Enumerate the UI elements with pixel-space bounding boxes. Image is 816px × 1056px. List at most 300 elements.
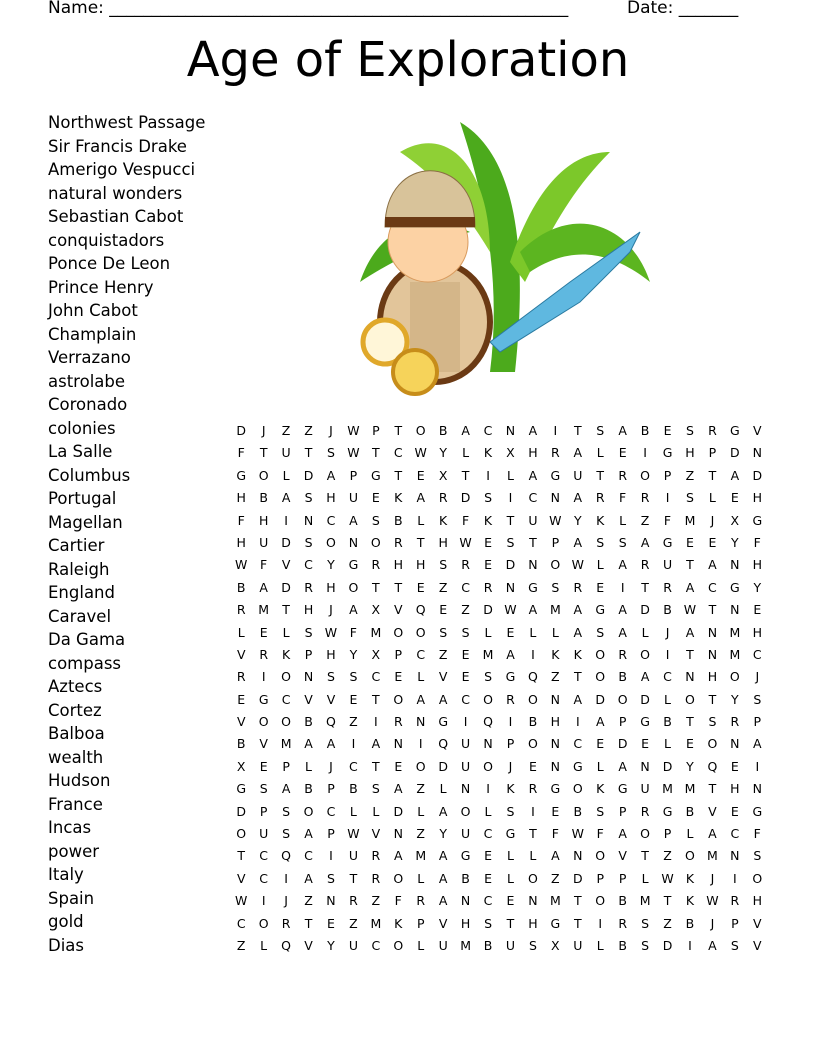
grid-letter: U (348, 848, 358, 864)
grid-letter: E (528, 758, 537, 774)
grid-letter: O (258, 915, 269, 931)
grid-letter: O (640, 826, 651, 842)
grid-letter: A (371, 736, 381, 752)
grid-letter: Y (327, 557, 335, 573)
grid-letter: N (685, 669, 695, 685)
grid-letter: N (730, 736, 740, 752)
grid-letter: R (640, 557, 650, 573)
word-list-item: Amerigo Vespucci (48, 160, 196, 179)
grid-letter: K (506, 781, 515, 797)
grid-letter: D (236, 423, 247, 438)
grid-letter: O (326, 534, 336, 550)
grid-letter: N (483, 736, 493, 752)
grid-letter: G (640, 714, 650, 730)
grid-letter: L (596, 937, 604, 953)
word-list-item: Portugal (48, 489, 117, 508)
grid-letter: M (639, 893, 651, 909)
grid-letter: H (730, 781, 740, 797)
grid-letter: R (551, 445, 560, 461)
grid-letter: S (753, 848, 762, 864)
grid-letter: H (416, 557, 426, 573)
grid-letter: M (258, 602, 270, 618)
grid-letter: T (573, 423, 582, 438)
word-list-item: Sebastian Cabot (48, 207, 184, 226)
grid-letter: T (394, 467, 403, 483)
grid-letter: B (304, 781, 313, 797)
grid-letter: C (326, 803, 336, 819)
grid-letter: C (483, 826, 493, 842)
grid-letter: T (282, 602, 290, 618)
grid-letter: E (461, 669, 470, 685)
grid-letter: P (618, 870, 627, 886)
grid-letter: G (572, 758, 583, 774)
grid-letter: T (259, 445, 268, 461)
grid-letter: L (260, 937, 268, 953)
grid-letter: A (618, 826, 627, 842)
grid-letter: I (688, 937, 692, 953)
grid-letter: O (752, 870, 763, 886)
grid-letter: K (551, 646, 560, 662)
grid-letter: A (551, 848, 560, 864)
grid-letter: O (236, 826, 247, 842)
grid-letter: C (461, 579, 470, 595)
grid-letter: U (438, 937, 448, 953)
grid-letter: R (618, 646, 627, 662)
grid-letter: D (281, 534, 291, 550)
grid-letter: E (259, 758, 268, 774)
grid-letter: Z (640, 512, 650, 528)
grid-letter: I (575, 714, 580, 730)
grid-letter: F (349, 624, 357, 640)
grid-letter: Y (573, 512, 582, 528)
grid-letter: S (371, 781, 380, 797)
grid-letter: L (484, 624, 492, 640)
grid-letter: P (327, 826, 335, 842)
grid-letter: R (393, 534, 403, 550)
grid-letter: V (753, 423, 762, 438)
grid-letter: P (506, 736, 515, 752)
grid-letter: O (415, 423, 426, 438)
grid-letter: L (282, 624, 290, 640)
grid-letter: A (394, 848, 403, 864)
grid-letter: N (416, 714, 426, 730)
word-list-item: Aztecs (48, 677, 103, 696)
grid-letter: D (460, 490, 471, 506)
grid-letter: R (528, 781, 538, 797)
grid-letter: S (304, 624, 313, 640)
grid-letter: H (326, 646, 336, 662)
grid-letter: S (686, 423, 694, 438)
grid-letter: R (393, 714, 403, 730)
grid-letter: L (417, 512, 425, 528)
grid-letter: P (327, 781, 335, 797)
grid-letter: O (595, 646, 606, 662)
grid-letter: A (349, 512, 358, 528)
grid-letter: K (394, 915, 403, 931)
grid-letter: D (505, 557, 516, 573)
grid-letter: Z (438, 646, 448, 662)
grid-letter: D (595, 691, 606, 707)
grid-letter: A (730, 467, 740, 483)
grid-letter: L (417, 870, 425, 886)
word-list-item: Incas (48, 818, 92, 837)
grid-letter: O (393, 691, 404, 707)
grid-letter: L (506, 467, 514, 483)
grid-letter: Z (304, 893, 313, 909)
grid-letter: V (304, 691, 313, 707)
grid-letter: S (349, 669, 358, 685)
grid-letter: E (416, 467, 425, 483)
grid-letter: P (304, 646, 313, 662)
grid-letter: V (236, 870, 246, 886)
grid-letter: G (662, 803, 673, 819)
grid-letter: W (324, 624, 338, 640)
grid-letter: A (685, 579, 695, 595)
word-list-item: Dias (48, 935, 84, 955)
grid-letter: S (618, 534, 627, 550)
word-list-item: Hudson (48, 771, 111, 790)
grid-letter: C (393, 445, 403, 461)
grid-letter: R (708, 423, 717, 438)
grid-letter: K (439, 512, 448, 528)
grid-letter: L (417, 803, 425, 819)
grid-letter: S (641, 915, 650, 931)
grid-letter: B (573, 803, 583, 819)
grid-letter: I (598, 915, 603, 931)
grid-letter: O (370, 534, 381, 550)
grid-letter: O (393, 624, 404, 640)
grid-letter: N (528, 893, 538, 909)
grid-letter: N (573, 848, 583, 864)
grid-letter: I (733, 870, 737, 886)
grid-letter: O (483, 691, 493, 707)
grid-letter: R (618, 467, 627, 483)
grid-letter: O (595, 669, 606, 685)
grid-letter: B (304, 714, 313, 730)
grid-letter: H (460, 915, 471, 931)
grid-letter: D (483, 602, 493, 618)
grid-letter: S (596, 534, 605, 550)
grid-letter: N (505, 423, 516, 438)
grid-letter: X (371, 646, 381, 662)
grid-letter: M (370, 624, 382, 640)
word-list-item: natural wonders (48, 183, 183, 203)
grid-letter: O (393, 937, 404, 953)
word-list-item: Prince Henry (48, 277, 154, 297)
grid-letter: A (438, 870, 448, 886)
grid-letter: C (483, 893, 493, 909)
grid-letter: L (417, 937, 425, 953)
grid-letter: L (551, 624, 559, 640)
grid-letter: W (661, 870, 674, 886)
grid-letter: S (484, 915, 492, 931)
grid-letter: Q (281, 937, 292, 953)
grid-letter: N (550, 758, 561, 774)
grid-letter: H (685, 445, 695, 461)
grid-letter: O (527, 691, 538, 707)
grid-letter: Z (461, 602, 470, 618)
grid-letter: A (708, 937, 717, 953)
grid-letter: T (663, 893, 672, 909)
grid-letter: D (752, 467, 763, 483)
grid-letter: T (349, 870, 358, 886)
grid-letter: E (416, 579, 425, 595)
grid-letter: N (326, 893, 336, 909)
grid-letter: Q (483, 714, 493, 730)
grid-letter: S (327, 669, 335, 685)
grid-letter: H (528, 915, 538, 931)
grid-letter: V (394, 602, 403, 618)
grid-letter: H (752, 893, 762, 909)
grid-letter: D (640, 691, 650, 707)
grid-letter: N (550, 490, 561, 506)
grid-letter: E (506, 624, 515, 640)
grid-letter: K (685, 893, 695, 909)
grid-letter: L (462, 445, 470, 461)
grid-letter: J (508, 758, 513, 774)
grid-letter: P (708, 445, 717, 461)
grid-letter: W (235, 557, 248, 573)
grid-letter: K (281, 646, 291, 662)
grid-letter: O (595, 893, 606, 909)
grid-letter: E (461, 646, 470, 662)
grid-letter: O (281, 714, 292, 730)
grid-letter: Z (371, 893, 381, 909)
grid-letter: E (439, 602, 448, 618)
word-list-item: La Salle (48, 442, 113, 461)
grid-letter: G (617, 781, 628, 797)
grid-letter: O (640, 646, 651, 662)
grid-letter: G (348, 557, 359, 573)
grid-letter: T (686, 646, 694, 662)
grid-letter: H (752, 557, 762, 573)
grid-letter: L (506, 870, 514, 886)
grid-letter: T (708, 602, 717, 618)
grid-letter: A (573, 691, 583, 707)
grid-letter: L (686, 826, 694, 842)
grid-letter: K (596, 781, 605, 797)
grid-letter: M (549, 602, 561, 618)
grid-letter: O (483, 758, 493, 774)
grid-letter: E (686, 736, 694, 752)
grid-letter: J (755, 669, 760, 685)
grid-letter: H (303, 602, 314, 618)
grid-letter: G (236, 467, 247, 483)
grid-letter: L (596, 445, 604, 461)
word-list-item: Balboa (48, 724, 105, 743)
grid-letter: S (371, 512, 380, 528)
grid-letter: M (729, 646, 741, 662)
grid-letter: S (484, 669, 492, 685)
word-search-grid (230, 420, 769, 957)
grid-letter: Z (236, 937, 246, 953)
grid-letter: V (281, 557, 291, 573)
grid-letter: W (571, 557, 584, 573)
grid-letter: O (572, 781, 583, 797)
grid-letter: K (483, 445, 493, 461)
grid-letter: Z (551, 669, 560, 685)
grid-letter: F (753, 534, 761, 550)
grid-letter: S (730, 937, 739, 953)
grid-letter: H (438, 534, 448, 550)
grid-letter: G (662, 445, 673, 461)
grid-letter: W (459, 534, 472, 550)
grid-letter: M (460, 937, 471, 953)
grid-letter: S (506, 534, 515, 550)
grid-letter: P (618, 803, 627, 819)
grid-letter: W (504, 602, 517, 618)
grid-letter: P (282, 758, 290, 774)
grid-letter: Z (281, 423, 291, 438)
grid-letter: R (573, 579, 583, 595)
word-list-item: Spain (48, 888, 95, 908)
grid-letter: W (235, 893, 248, 909)
grid-letter: R (371, 870, 381, 886)
grid-letter: I (665, 646, 670, 662)
grid-letter: O (258, 467, 269, 483)
grid-letter: A (640, 669, 650, 685)
grid-letter: M (729, 624, 741, 640)
grid-letter: U (259, 826, 269, 842)
grid-letter: A (259, 579, 268, 595)
grid-letter: Z (349, 915, 358, 931)
grid-letter: D (236, 803, 247, 819)
grid-letter: A (708, 826, 717, 842)
grid-letter: Y (731, 691, 739, 707)
word-list-item: Raleigh (48, 559, 110, 579)
grid-letter: A (461, 423, 470, 438)
grid-letter: S (259, 781, 268, 797)
grid-letter: E (641, 736, 650, 752)
grid-letter: U (348, 937, 358, 953)
grid-letter: Z (438, 579, 448, 595)
grid-letter: S (327, 870, 335, 886)
grid-letter: F (619, 490, 627, 506)
grid-letter: A (304, 736, 313, 752)
grid-letter: U (348, 490, 358, 506)
grid-letter: O (707, 736, 718, 752)
grid-letter: K (483, 512, 493, 528)
grid-letter: E (506, 893, 515, 909)
grid-letter: D (662, 937, 673, 953)
grid-letter: F (753, 826, 761, 842)
grid-letter: B (640, 423, 650, 438)
grid-letter: E (730, 803, 739, 819)
grid-letter: A (438, 848, 448, 864)
grid-letter: M (280, 736, 292, 752)
grid-letter: A (416, 691, 425, 707)
grid-letter: O (527, 736, 538, 752)
word-list-item: Cartier (48, 536, 105, 555)
grid-letter: V (438, 915, 448, 931)
grid-letter: Z (551, 870, 560, 886)
grid-letter: S (596, 803, 605, 819)
grid-letter: A (506, 646, 515, 662)
word-list-item: Italy (48, 865, 84, 884)
grid-letter: M (707, 848, 718, 864)
grid-letter: S (282, 803, 291, 819)
grid-letter: L (417, 669, 425, 685)
grid-letter: G (528, 579, 538, 595)
grid-letter: S (304, 490, 313, 506)
grid-letter: Z (349, 714, 358, 730)
grid-letter: G (505, 826, 516, 842)
grid-letter: A (304, 826, 313, 842)
grid-letter: Y (753, 579, 762, 595)
grid-letter: T (372, 691, 380, 707)
grid-letter: B (663, 714, 672, 730)
grid-letter: A (281, 490, 291, 506)
grid-letter: L (619, 512, 627, 528)
grid-letter: A (640, 534, 650, 550)
grid-letter: C (752, 646, 762, 662)
grid-letter: Y (686, 758, 694, 774)
grid-letter: B (483, 937, 493, 953)
grid-letter: S (439, 624, 448, 640)
grid-letter: L (664, 691, 672, 707)
grid-letter: V (326, 691, 336, 707)
grid-letter: A (685, 624, 695, 640)
grid-letter: R (640, 803, 650, 819)
grid-letter: L (664, 736, 672, 752)
grid-letter: R (618, 915, 627, 931)
grid-letter: N (528, 557, 538, 573)
grid-letter: L (529, 624, 537, 640)
grid-letter: P (618, 714, 627, 730)
page-title: Age of Exploration (186, 32, 630, 88)
grid-letter: I (508, 714, 513, 730)
grid-letter: R (640, 490, 650, 506)
grid-letter: I (486, 467, 490, 483)
grid-letter: B (461, 870, 470, 886)
word-list-item: Columbus (48, 465, 131, 485)
word-list-item: England (48, 583, 115, 602)
grid-letter: A (326, 736, 336, 752)
grid-letter: F (260, 557, 268, 573)
grid-letter: X (506, 445, 515, 461)
grid-letter: O (617, 691, 628, 707)
grid-letter: H (752, 624, 762, 640)
grid-letter: W (347, 445, 360, 461)
grid-letter: W (347, 826, 360, 842)
grid-letter: V (438, 669, 448, 685)
grid-letter: E (730, 490, 739, 506)
grid-letter: Z (663, 848, 672, 864)
word-list-item: Sir Francis Drake (48, 136, 187, 156)
grid-letter: U (640, 781, 650, 797)
grid-letter: R (730, 714, 740, 730)
grid-letter: R (483, 579, 493, 595)
grid-letter: Z (685, 467, 695, 483)
grid-letter: G (550, 915, 561, 931)
grid-letter: L (641, 624, 649, 640)
grid-letter: R (371, 848, 381, 864)
word-list-item: wealth (48, 747, 104, 767)
grid-letter: A (394, 781, 403, 797)
grid-letter: A (528, 467, 538, 483)
grid-letter: R (281, 915, 291, 931)
grid-letter: G (595, 602, 606, 618)
word-list-item: conquistadors (48, 230, 165, 250)
grid-letter: O (348, 579, 359, 595)
grid-letter: D (617, 736, 628, 752)
grid-letter: O (685, 848, 695, 864)
grid-letter: Z (663, 915, 672, 931)
word-list-item: Verrazano (48, 348, 131, 367)
grid-letter: L (506, 848, 514, 864)
grid-letter: V (708, 803, 717, 819)
grid-letter: I (553, 423, 558, 438)
